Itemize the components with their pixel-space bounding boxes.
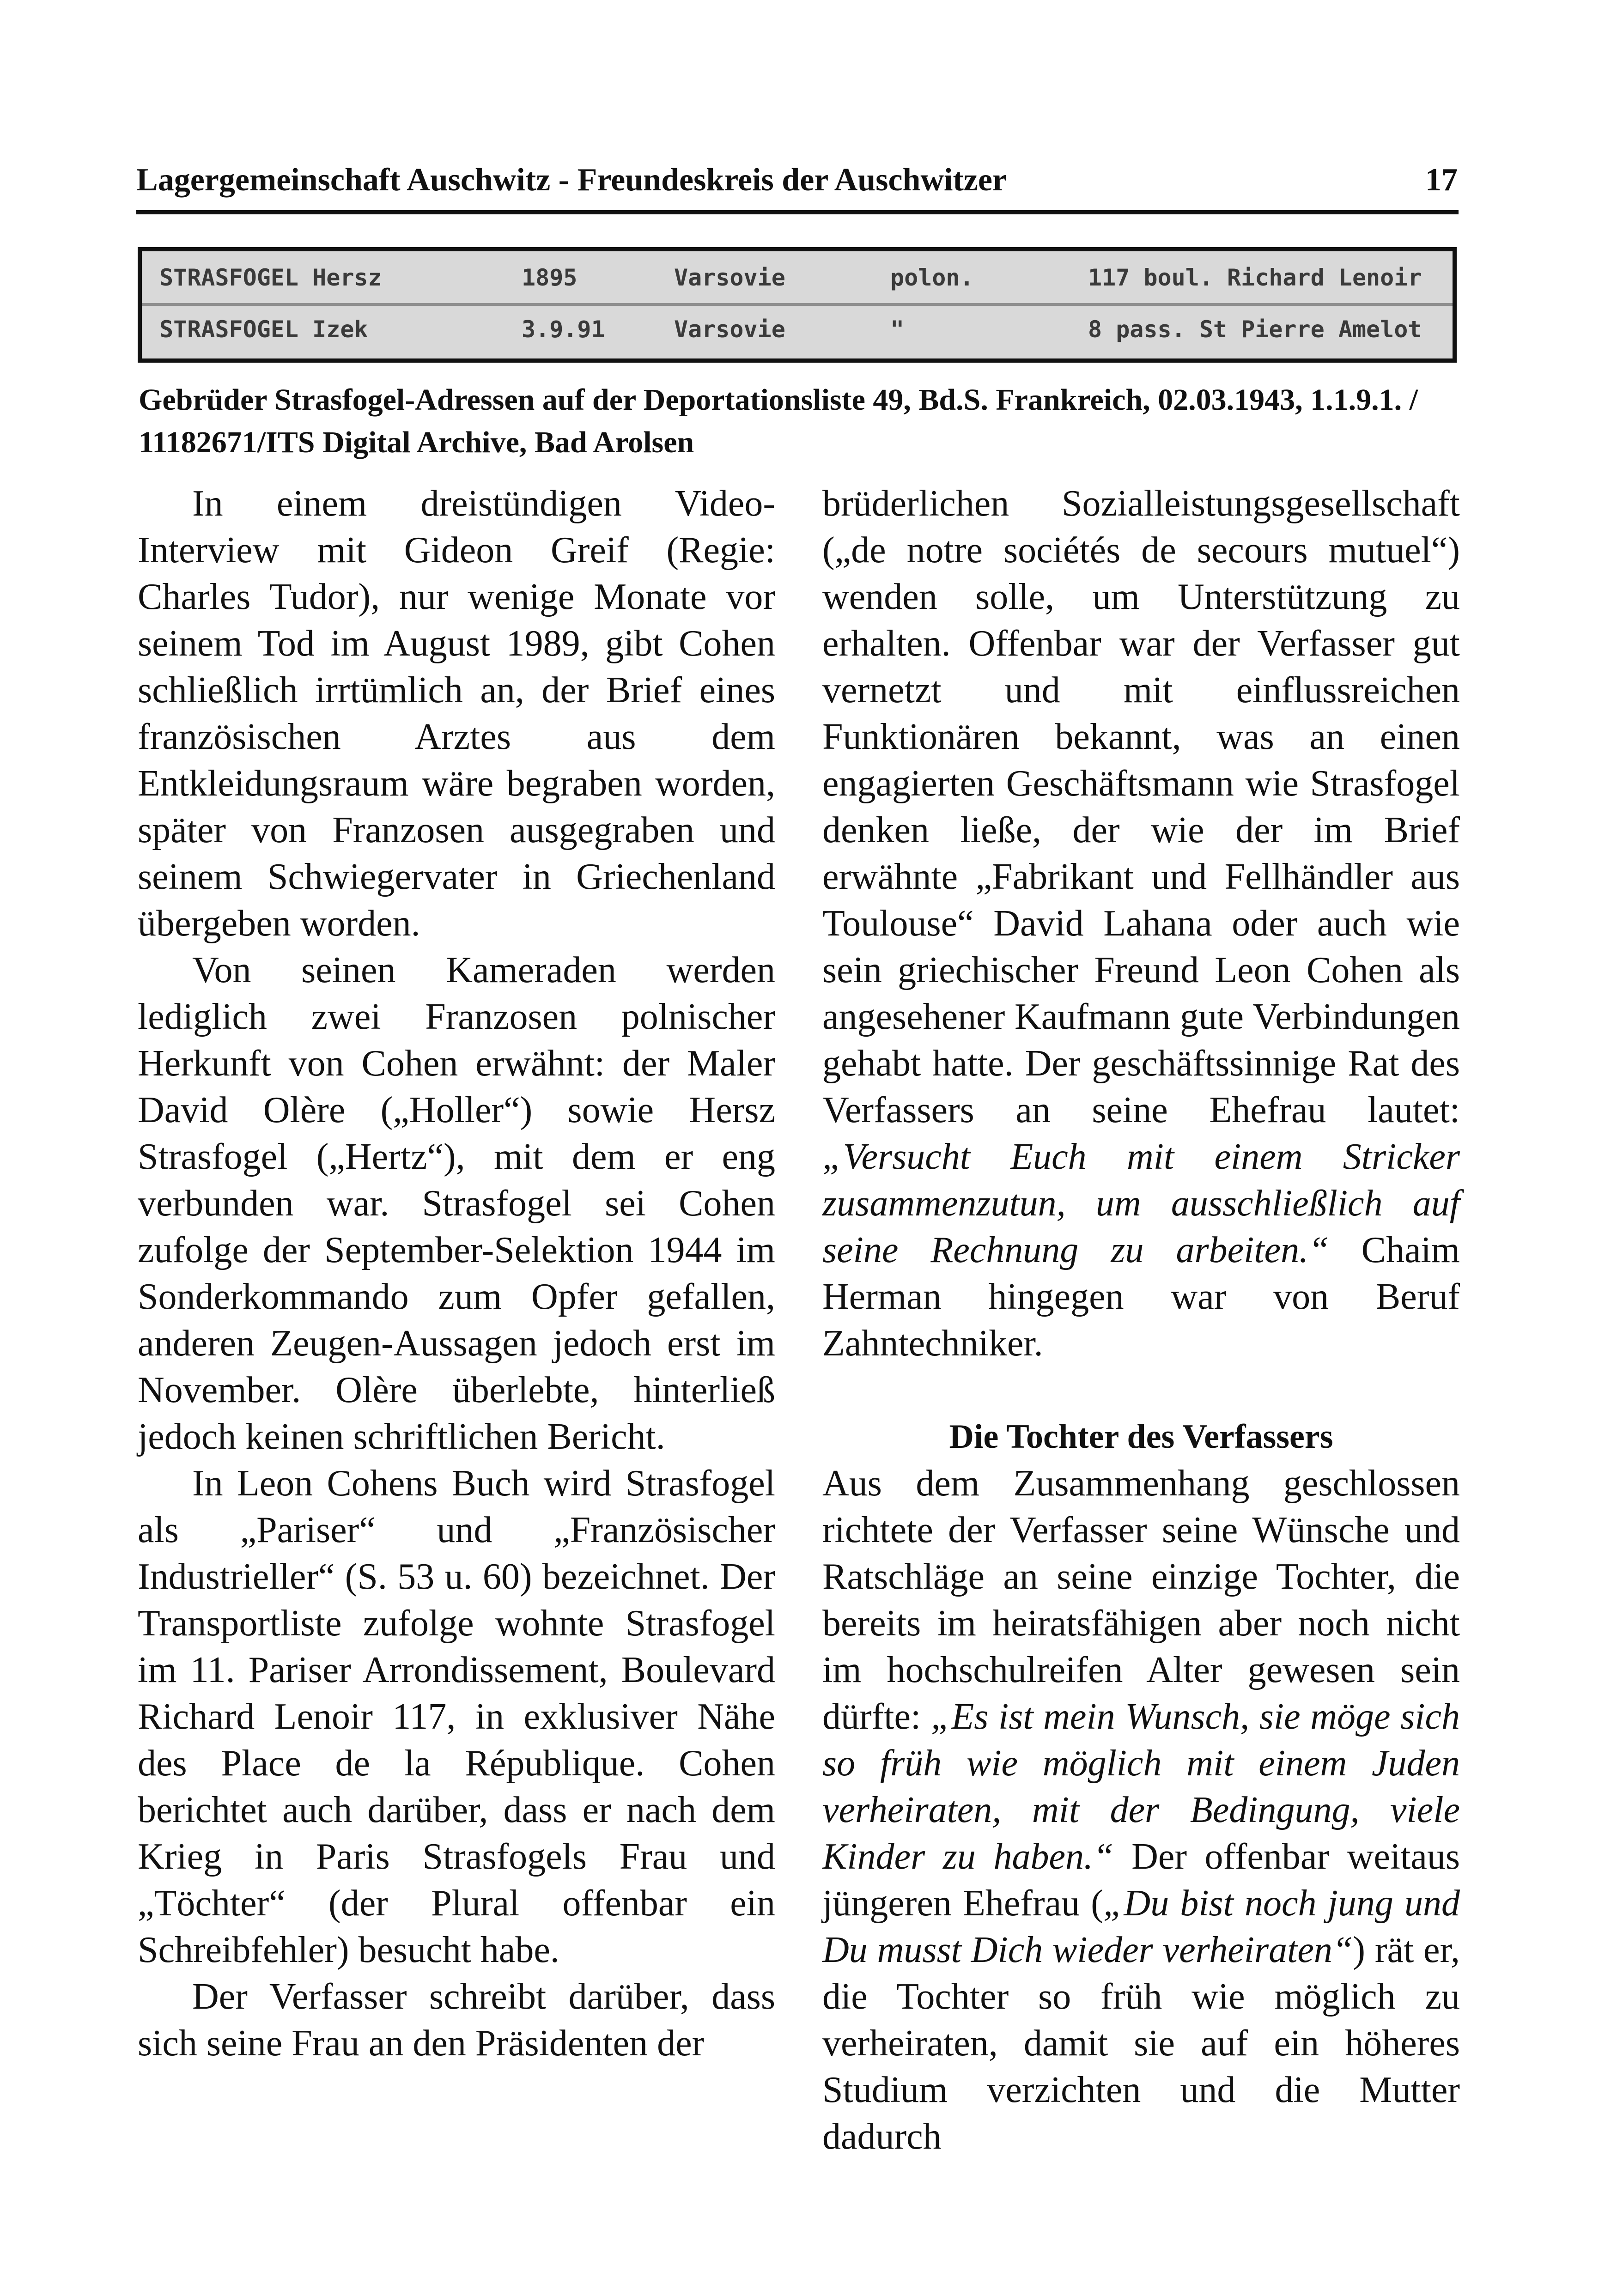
scan-address: 117 boul. Richard Lenoir bbox=[1088, 264, 1422, 291]
scan-row bbox=[142, 264, 1453, 315]
paragraph-text: brüderlichen Sozialleistungsgesellschaft („de notre sociétés de secours mutuel“) wenden solle, um Unterstützung zu erhalten. Offenbar war der Verfasser gut vernetzt und mit einflussreichen Funktionären bekannt, was an einen engagierten Geschäftsmann wie Strasfogel denken ließe, der wie der im Brief erwähnte „Fabrikant und Fellhändler aus Toulouse“ David Lahana oder auch wie sein griechischer Freund Leon Cohen als angesehener Kaufmann gute Verbindungen gehabt hatte. Der geschäftssinnige Rat des Verfassers an seine Ehefrau lautet: bbox=[822, 483, 1460, 1130]
scan-name: STRASFOGEL Izek bbox=[159, 316, 368, 343]
scan-name: STRASFOGEL Hersz bbox=[159, 264, 382, 291]
paragraph-text: Aus dem Zusammenhang geschlossen richtete der Verfasser seine Wünsche und Ratschläge an seine einzige Tochter, die bereits im heiratsfähigen aber noch nicht im hochschulreifen Alter gewesen sein dürfte: bbox=[822, 1463, 1460, 1737]
scan-address: 8 pass. St Pierre Amelot bbox=[1088, 316, 1422, 343]
paragraph-text: ) rät er, die Tochter so früh wie möglich zu verheiraten, damit sie auf ein höheres Studium verzichten und die Mutter dadurch bbox=[822, 1930, 1460, 2157]
scan-nationality: polon. bbox=[890, 264, 974, 291]
scan-row bbox=[142, 316, 1453, 363]
paragraph: In Leon Cohens Buch wird Strasfogel als „Pariser“ und „Französischer Industrieller“ (S. 53 u. 60) bezeichnet. Der Transportliste zufolge wohnte Strasfogel im 11. Pariser Arrondissement, Boulevard Richard Lenoir 117, in exklusiver Nähe des Place de la République. Cohen berichtet auch darüber, dass er nach dem Krieg in Paris Strasfogels Frau und „Töchter“ (der Plural offenbar ein Schreibfehler) besucht habe. bbox=[138, 1463, 775, 1970]
scan-birthplace: Varsovie bbox=[674, 264, 785, 291]
paragraph-text: Der offenbar weitaus jüngeren Ehefrau ( bbox=[822, 1836, 1460, 1924]
quote-italic: „Du bist noch jung und Du musst Dich wieder verheiraten“ bbox=[822, 1883, 1460, 1970]
quote-italic: „Versucht Euch mit einem Stricker zusammenzutun, um ausschließlich auf seine Rechnung zu arbeiten.“ bbox=[822, 1136, 1460, 1270]
scan-nationality: " bbox=[890, 316, 905, 343]
right-column bbox=[822, 480, 1460, 2160]
running-title: Lagergemeinschaft Auschwitz - Freundeskreis der Auschwitzer bbox=[136, 162, 1007, 198]
running-header bbox=[136, 164, 1458, 196]
image-caption: Gebrüder Strasfogel-Adressen auf der Deportationsliste 49, Bd.S. Frankreich, 02.03.1943, 1.1.9.1. / 11182671/ITS Digital Archive, Bad Arolsen bbox=[139, 383, 1418, 459]
section-heading: Die Tochter des Verfassers bbox=[949, 1418, 1333, 1456]
paragraph bbox=[822, 480, 1460, 1367]
header-rule bbox=[136, 210, 1459, 214]
scan-birth: 1895 bbox=[522, 264, 578, 291]
paragraph: Von seinen Kameraden werden lediglich zwei Franzosen polnischer Herkunft von Cohen erwähnt: der Maler David Olère („Holler“) sowie Hersz Strasfogel („Hertz“), mit dem er eng verbunden war. Strasfogel sei Cohen zufolge der September-Selektion 1944 im Sonderkommando zum Opfer gefallen, anderen Zeugen-Aussagen jedoch erst im November. Olère überlebte, hinterließ jedoch keinen schriftlichen Bericht. bbox=[138, 950, 775, 1457]
paragraph bbox=[822, 1460, 1460, 2160]
page-number: 17 bbox=[1425, 162, 1458, 198]
archive-scan-image bbox=[138, 247, 1457, 363]
quote-italic: „Es ist mein Wunsch, sie möge sich so früh wie möglich mit einem Juden verheiraten, mit der Bedingung, viele Kinder zu haben.“ bbox=[822, 1696, 1460, 1877]
paragraph-text: Chaim Herman hingegen war von Beruf Zahntechniker. bbox=[822, 1230, 1460, 1364]
scan-birthplace: Varsovie bbox=[674, 316, 785, 343]
paragraph: In einem dreistündigen Video-Interview mit Gideon Greif (Regie: Charles Tudor), nur wenige Monate vor seinem Tod im August 1989, gibt Cohen schließlich irrtümlich an, der Brief eines französischen Arztes aus dem Entkleidungsraum wäre begraben worden, später von Franzosen ausgegraben und seinem Schwiegervater in Griechenland übergeben worden. bbox=[138, 483, 775, 944]
paragraph: Der Verfasser schreibt darüber, dass sich seine Frau an den Präsidenten der bbox=[138, 1976, 775, 2064]
left-column bbox=[138, 480, 775, 2067]
scan-birth: 3.9.91 bbox=[522, 316, 605, 343]
